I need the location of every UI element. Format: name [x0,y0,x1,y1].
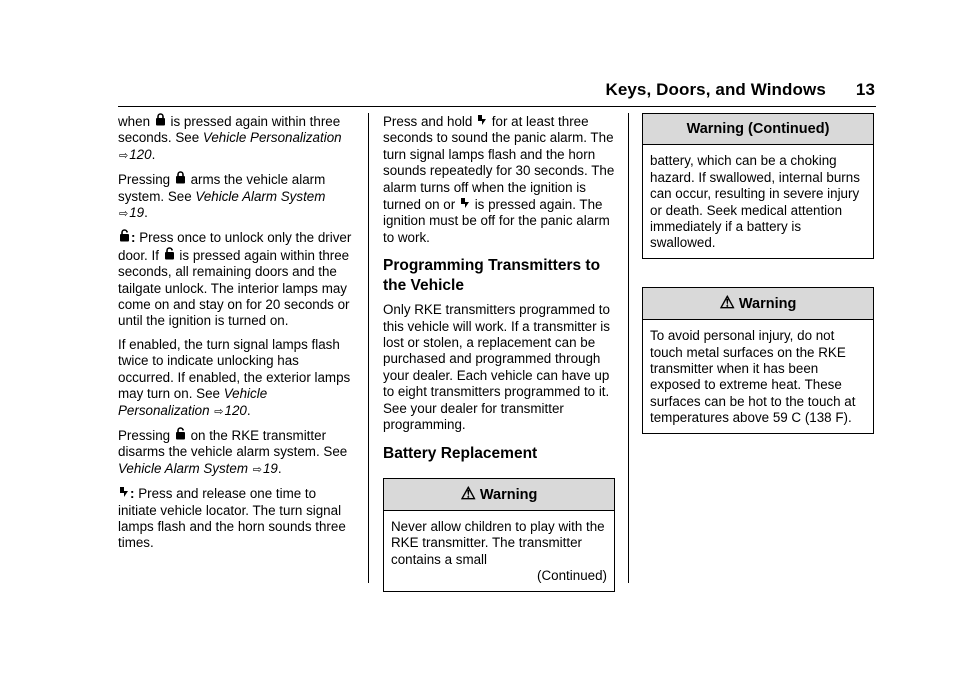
paragraph-unlock: : Press once to unlock only the driver door. If is pressed again within three seconds, all remaining doors and the tailgate unlock. The interior lamps may come on and stay on for 20 seconds or until the ignition is turned on. [118,230,352,329]
column-1 [118,113,354,559]
warning-header: ⚠ Warning [643,288,873,320]
header-rule [118,106,876,107]
paragraph-programming: Only RKE transmitters programmed to this vehicle will work. If a transmitter is lost or stolen, a replacement can be purchased and programmed through your dealer. Each vehicle can have up to eight transmitters programmed to it. See your dealer for transmitter programming. [383,302,610,433]
vehicle-locator-icon [460,196,470,212]
warning-box-battery [383,478,615,592]
unlock-icon [119,229,130,245]
column-3 [642,113,874,434]
warning-icon: ⚠ [719,292,735,312]
warning-body: Never allow children to play with the RKE transmitter. The transmitter contains a small (Continued) [391,518,607,584]
paragraph-panic: Press and hold for at least three seconds to sound the panic alarm. The turn signal lamps flash and the horn sounds repeatedly for 30 seconds. The alarm turns off when the ignition is turned on or is pressed again. The ignition must be off for the panic alarm to work. [383,114,615,245]
warning-header: Warning (Continued) [643,114,873,145]
warning-body: battery, which can be a choking hazard. If swallowed, internal burns can occur, resulting in severe injury or death. Seek medical attention immediately if a battery is swallowed. [650,153,860,251]
page-reference-arrow-icon: ⇨ [214,405,224,418]
paragraph-locator: : Press and release one time to initiate vehicle locator. The turn signal lamps flash and the horn sounds three times. [118,486,346,551]
column-2 [383,113,615,592]
heading-programming-transmitters: Programming Transmitters to the Vehicle [383,257,601,295]
warning-body: To avoid personal injury, do not touch metal surfaces on the RKE transmitter when it has been exposed to extreme heat. These surfaces can be hot to the touch at temperatures above 59 C (138 F). [650,328,856,426]
link-vehicle-alarm-system[interactable]: Vehicle Alarm System [118,460,248,476]
unlock-icon [164,247,175,263]
link-vehicle-alarm-system[interactable]: Vehicle Alarm System [195,188,326,204]
page-reference-arrow-icon: ⇨ [252,463,262,476]
column-divider-1 [368,113,369,583]
paragraph-turn-signal: If enabled, the turn signal lamps flash twice to indicate unlocking has occurred. If enabled, the exterior lamps may turn on. See Vehicle Personalization ⇨120. [118,336,351,418]
page-reference-arrow-icon: ⇨ [119,208,129,221]
link-vehicle-personalization[interactable]: Vehicle Personalization [202,130,342,146]
lock-icon [155,113,166,129]
unlock-icon [175,427,186,443]
paragraph-lock-repeat: when is pressed again within three seconds. See Vehicle Personalization ⇨120. [118,114,342,162]
continued-label: (Continued) [537,568,607,584]
vehicle-locator-icon [119,485,129,501]
paragraph-unlock-disarm: Pressing on the RKE transmitter disarms the vehicle alarm system. See Vehicle Alarm System ⇨19. [118,427,348,476]
link-vehicle-personalization[interactable]: Vehicle Personalization [118,386,268,418]
paragraph-lock-arms: Pressing arms the vehicle alarm system. See Vehicle Alarm System ⇨19. [118,172,326,221]
page-number: 13 [855,80,875,99]
lock-icon [175,171,186,187]
vehicle-locator-icon [477,113,487,129]
heading-battery-replacement: Battery Replacement [383,444,538,462]
warning-box-continued [642,113,874,259]
warning-icon: ⚠ [460,483,476,503]
warning-header: ⚠ Warning [384,479,614,511]
page-header [0,82,875,98]
section-title: Keys, Doors, and Windows [605,80,826,99]
page-reference-arrow-icon: ⇨ [119,149,129,162]
column-divider-2 [628,113,629,583]
warning-box-heat [642,287,874,434]
